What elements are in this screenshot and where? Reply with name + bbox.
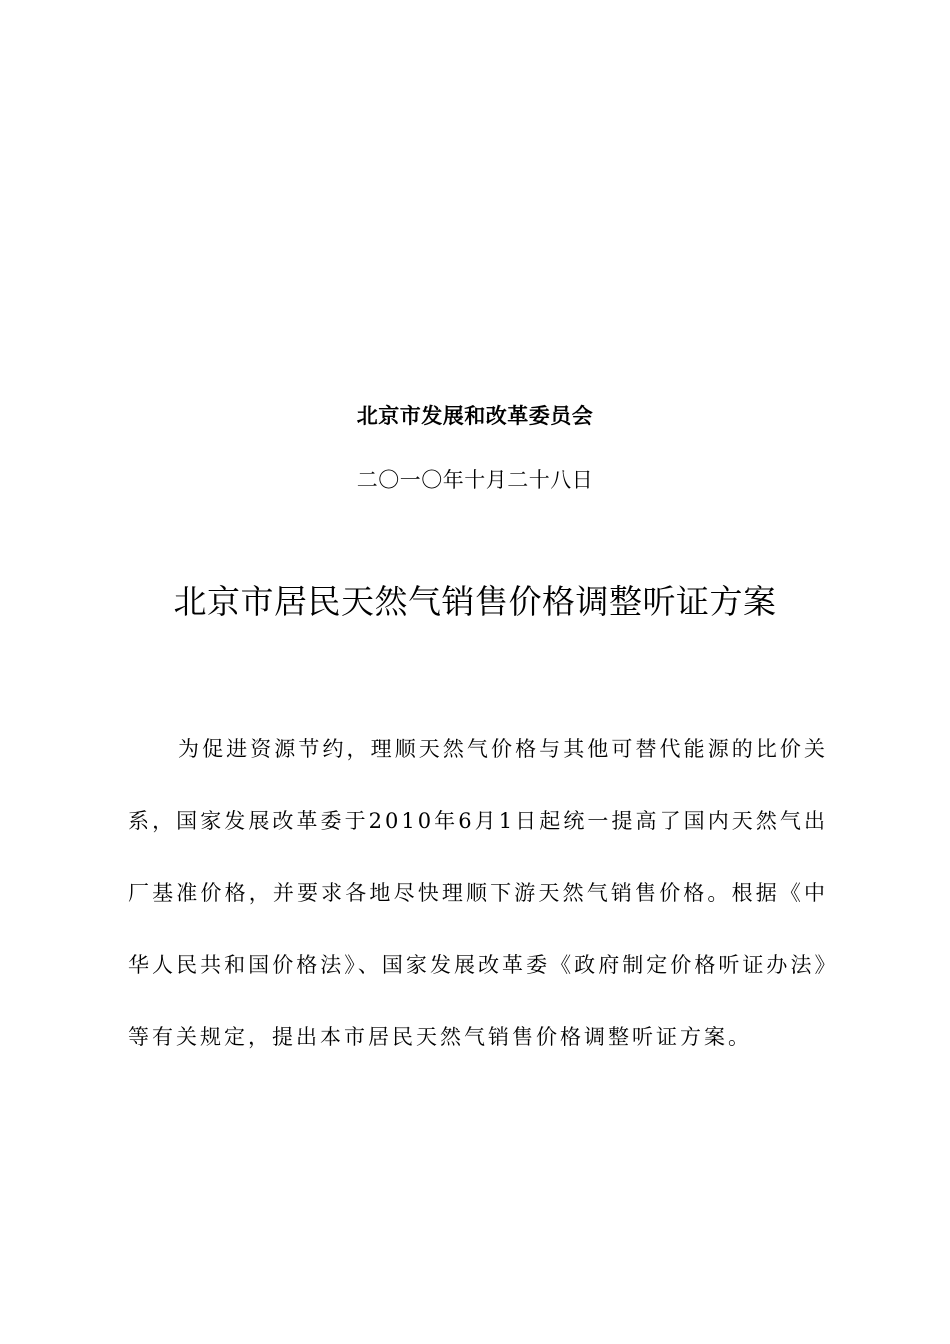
document-title: 北京市居民天然气销售价格调整听证方案 xyxy=(173,582,777,621)
issue-date: 二〇一〇年十月二十八日 xyxy=(356,468,594,492)
issuing-organization: 北京市发展和改革委员会 xyxy=(356,403,594,428)
body-paragraph: 为促进资源节约，理顺天然气价格与其他可替代能源的比价关系，国家发展改革委于2010年6月1日起统一提高了国内天然气出厂基准价格，并要求各地尽快理顺下游天然气销售价格。根据《中华人民共和国价格法》、国家发展改革委《政府制定价格听证办法》等有关规定，提出本市居民天然气销售价格调整听证方案。 xyxy=(128,737,828,1049)
